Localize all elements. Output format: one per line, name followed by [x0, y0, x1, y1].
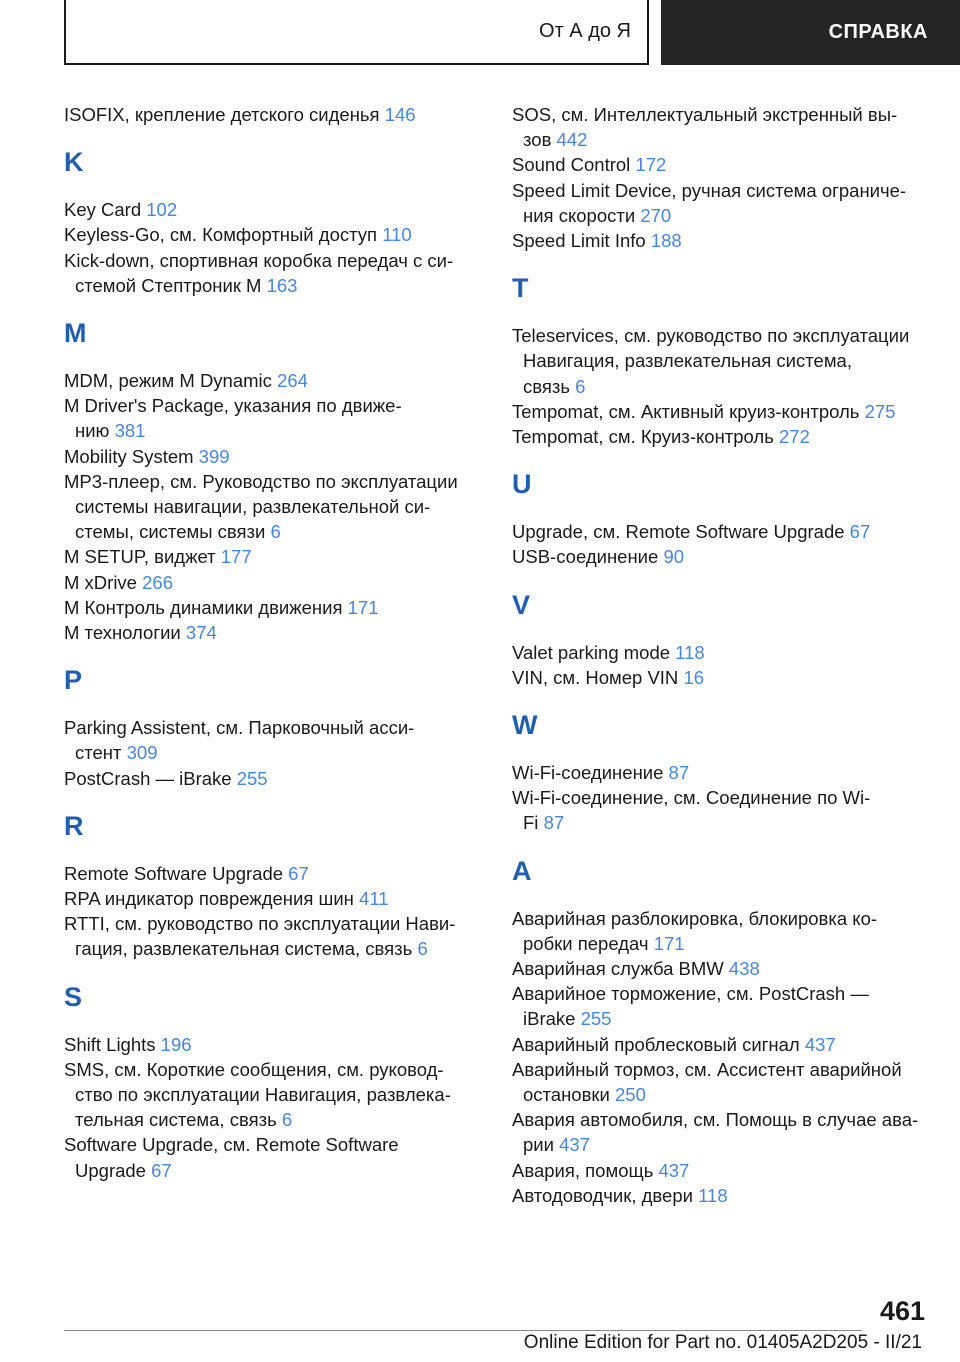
index-page-link[interactable]: 118: [698, 1184, 728, 1206]
index-entry-text: Speed Limit Device, ручная система ограниче-: [512, 179, 907, 201]
index-entry: [64, 911, 484, 961]
index-entry: [64, 886, 484, 911]
index-entry: [64, 248, 484, 298]
index-entry: [64, 222, 484, 247]
index-page-link[interactable]: 171: [653, 932, 685, 954]
index-entry-text: Tempomat, см. Активный круиз-контроль: [512, 400, 865, 422]
index-entry-text: Аварийный проблесковый сигнал: [512, 1033, 805, 1055]
index-entry-text: Keyless-Go, см. Комфортный доступ: [64, 224, 383, 246]
index-page-link[interactable]: 172: [635, 154, 667, 176]
index-page-link[interactable]: 6: [417, 938, 428, 960]
index-entry: [512, 785, 942, 835]
index-letter-heading: V: [512, 589, 531, 620]
index-page-link[interactable]: 16: [683, 666, 705, 688]
index-entry-text: зов: [523, 129, 557, 151]
index-entry-text: MP3-плеер, см. Руководство по эксплуатации: [64, 470, 458, 492]
index-entry-text: гация, развлекательная система, связь: [75, 938, 418, 960]
index-page-link[interactable]: 177: [220, 546, 252, 568]
index-entry: [512, 1032, 942, 1057]
index-letter-heading: P: [64, 665, 83, 696]
index-entry-text: остановки: [523, 1084, 615, 1106]
index-entry-text: Аварийный тормоз, см. Ассистент аварийной: [512, 1058, 902, 1080]
index-entry-text: RPA индикатор повреждения шин: [64, 888, 360, 910]
index-entry-text: Shift Lights: [64, 1033, 161, 1055]
index-entry: [512, 152, 942, 177]
index-page-link[interactable]: 87: [668, 762, 690, 784]
index-letter-heading: R: [64, 810, 84, 841]
index-page-link[interactable]: 118: [675, 641, 705, 663]
index-entry: [512, 1183, 942, 1208]
footer-edition-text: Online Edition for Part no. 01405A2D205 - II/21: [523, 1332, 922, 1353]
index-entry-text: Fi: [523, 812, 544, 834]
index-entry-text: MDM, режим M Dynamic: [64, 370, 278, 392]
index-entry-text: рии: [523, 1134, 560, 1156]
index-page-link[interactable]: 270: [640, 204, 672, 226]
index-entry: [64, 861, 484, 886]
index-entry-text: Аварийное торможение, см. PostCrash —: [512, 983, 869, 1005]
index-page-link[interactable]: 275: [864, 400, 896, 422]
index-column-left: [64, 102, 484, 1183]
index-entry-text: M Driver's Package, указания по движе-: [64, 395, 402, 417]
index-letter-heading: А: [512, 855, 532, 886]
index-page-link[interactable]: 309: [126, 742, 158, 764]
index-page-link[interactable]: 146: [384, 104, 416, 125]
index-entry: [64, 1057, 484, 1133]
index-page-link[interactable]: 67: [849, 521, 871, 543]
index-entry: [512, 424, 942, 449]
index-entry-text: системы навигации, развлекательной си-: [75, 496, 431, 518]
index-entry-text: Remote Software Upgrade: [64, 862, 289, 884]
index-entry-text: Upgrade: [75, 1159, 152, 1181]
index-entry-text: Tempomat, см. Круиз-контроль: [512, 426, 780, 448]
index-entry-text: Автодоводчик, двери: [512, 1184, 699, 1206]
index-entry-text: Software Upgrade, см. Remote Software: [64, 1134, 399, 1156]
index-page-link[interactable]: 381: [114, 420, 146, 442]
index-entry: [512, 178, 942, 228]
index-entry-text: тельная система, связь: [75, 1109, 282, 1131]
index-entry: [64, 766, 484, 791]
index-entry-text: SOS, см. Интеллектуальный экстренный вы-: [512, 104, 898, 125]
index-page-link[interactable]: 67: [151, 1159, 172, 1181]
index-entry: [64, 469, 484, 545]
index-entry: [64, 544, 484, 569]
header-section-title: От А до Я: [539, 20, 631, 42]
index-entry-text: M SETUP, виджет: [64, 546, 221, 568]
index-letter-heading: M: [64, 318, 87, 349]
index-entry-text: Parking Assistent, см. Парковочный асси-: [64, 717, 415, 739]
index-entry: [512, 956, 942, 981]
index-entry-text: Mobility System: [64, 445, 199, 467]
header-chapter-title: СПРАВКА: [828, 21, 928, 43]
index-column-right: [512, 102, 942, 1208]
index-page-link[interactable]: 163: [266, 274, 298, 296]
index-page-link[interactable]: 264: [277, 370, 308, 392]
index-page-link[interactable]: 411: [359, 888, 389, 910]
footer-divider: [64, 1330, 862, 1331]
index-entry: [512, 906, 942, 956]
index-page-link[interactable]: 6: [270, 521, 281, 543]
index-entry: [512, 1158, 942, 1183]
index-entry-text: iBrake: [523, 1008, 581, 1030]
index-entry-text: связь: [523, 375, 576, 397]
index-entry: [512, 399, 942, 424]
index-entry: [512, 544, 942, 569]
index-page-link[interactable]: 399: [198, 445, 230, 467]
index-letter-heading: K: [64, 147, 84, 178]
header-section-tab: [64, 0, 649, 65]
index-page-link[interactable]: 255: [236, 767, 268, 789]
index-entry-text: Kick-down, спортивная коробка передач с си-: [64, 249, 454, 271]
index-entry-text: M xDrive: [64, 571, 143, 593]
index-page-link[interactable]: 438: [728, 958, 760, 980]
index-entry-text: Upgrade, см. Remote Software Upgrade: [512, 521, 850, 543]
index-page-link[interactable]: 442: [556, 129, 588, 151]
index-page-link[interactable]: 87: [543, 812, 565, 834]
header-chapter-tab: [661, 0, 960, 65]
index-entry: [512, 519, 942, 544]
index-entry: [64, 620, 484, 645]
index-entry-text: стемы, системы связи: [75, 521, 271, 543]
index-entry-text: Аварийная служба BMW: [512, 958, 729, 980]
index-entry: [64, 715, 484, 765]
index-entry: [512, 760, 942, 785]
index-entry-text: стент: [75, 742, 127, 764]
index-entry-text: Авария автомобиля, см. Помощь в случае ава-: [512, 1109, 919, 1131]
index-entry-text: USB-соединение: [512, 546, 664, 568]
index-page-link[interactable]: 196: [160, 1033, 192, 1055]
index-entry: [64, 1132, 484, 1182]
index-page-link[interactable]: 437: [658, 1159, 690, 1181]
index-page-link[interactable]: 6: [281, 1109, 293, 1131]
index-page-link[interactable]: 437: [804, 1033, 836, 1055]
index-entry: [64, 1032, 484, 1057]
index-entry: [512, 1057, 942, 1107]
index-entry-text: Speed Limit Info: [512, 230, 651, 252]
index-entry-text: Wi-Fi-соединение: [512, 762, 669, 784]
index-page-link[interactable]: 266: [142, 571, 173, 593]
index-letter-heading: U: [512, 469, 532, 500]
index-page-link[interactable]: 110: [382, 224, 412, 246]
index-entry: [64, 197, 484, 222]
index-entry-text: SMS, см. Короткие сообщения, см. руковод-: [64, 1058, 444, 1080]
index-entry-text: ния скорости: [523, 204, 641, 226]
index-letter-heading: S: [64, 981, 83, 1012]
index-page-link[interactable]: 374: [185, 622, 217, 644]
index-entry: [64, 368, 484, 393]
index-entry-text: Авария, помощь: [512, 1159, 659, 1181]
index-entry: [512, 1107, 942, 1157]
index-entry-text: M технологии: [64, 622, 186, 644]
page-number: 461: [879, 1296, 925, 1326]
index-entry-text: Аварийная разблокировка, блокировка ко-: [512, 907, 878, 929]
index-entry-text: робки передач: [523, 932, 654, 954]
index-entry: [512, 640, 942, 665]
index-entry: [512, 665, 942, 690]
index-entry-text: ство по эксплуатации Навигация, развлека-: [75, 1084, 451, 1106]
index-entry: [64, 393, 484, 443]
index-entry: [512, 323, 942, 399]
index-page-link[interactable]: 90: [663, 546, 685, 568]
index-page-link[interactable]: 250: [615, 1084, 646, 1106]
index-entry-text: нию: [75, 420, 115, 442]
index-entry: [64, 570, 484, 595]
index-entry-text: VIN, см. Номер VIN: [512, 666, 684, 688]
index-letter-heading: W: [512, 710, 538, 741]
index-entry: [512, 102, 942, 152]
index-entry-text: PostCrash — iBrake: [64, 767, 237, 789]
index-entry-text: M Контроль динамики движения: [64, 596, 348, 618]
index-entry-text: Wi-Fi-соединение, см. Соединение по Wi-: [512, 787, 871, 809]
index-page-link[interactable]: 272: [779, 426, 810, 448]
index-page-link[interactable]: 102: [146, 199, 178, 221]
index-entry-text: Навигация, развлекательная система,: [523, 350, 852, 372]
index-entry-text: Key Card: [64, 199, 147, 221]
index-entry: [64, 102, 484, 127]
index-entry-text: RTTI, см. руководство по эксплуатации Нави-: [64, 913, 456, 935]
index-entry-text: Teleservices, см. руководство по эксплуатации: [512, 325, 910, 347]
index-page-link[interactable]: 188: [650, 230, 682, 252]
index-entry-text: стемой Стептроник M: [75, 274, 267, 296]
index-entry: [512, 981, 942, 1031]
index-entry: [64, 444, 484, 469]
index-page-link[interactable]: 255: [580, 1008, 612, 1030]
index-letter-heading: T: [512, 273, 529, 304]
index-page-link[interactable]: 67: [288, 862, 309, 884]
index-page-link[interactable]: 6: [575, 375, 586, 397]
index-entry: [512, 228, 942, 253]
index-entry: [64, 595, 484, 620]
index-entry-text: ISOFIX, крепление детского сиденья: [64, 104, 385, 125]
index-entry-text: Valet parking mode: [512, 641, 676, 663]
index-page-link[interactable]: 171: [347, 596, 379, 618]
index-entry-text: Sound Control: [512, 154, 636, 176]
index-page-link[interactable]: 437: [559, 1134, 590, 1156]
